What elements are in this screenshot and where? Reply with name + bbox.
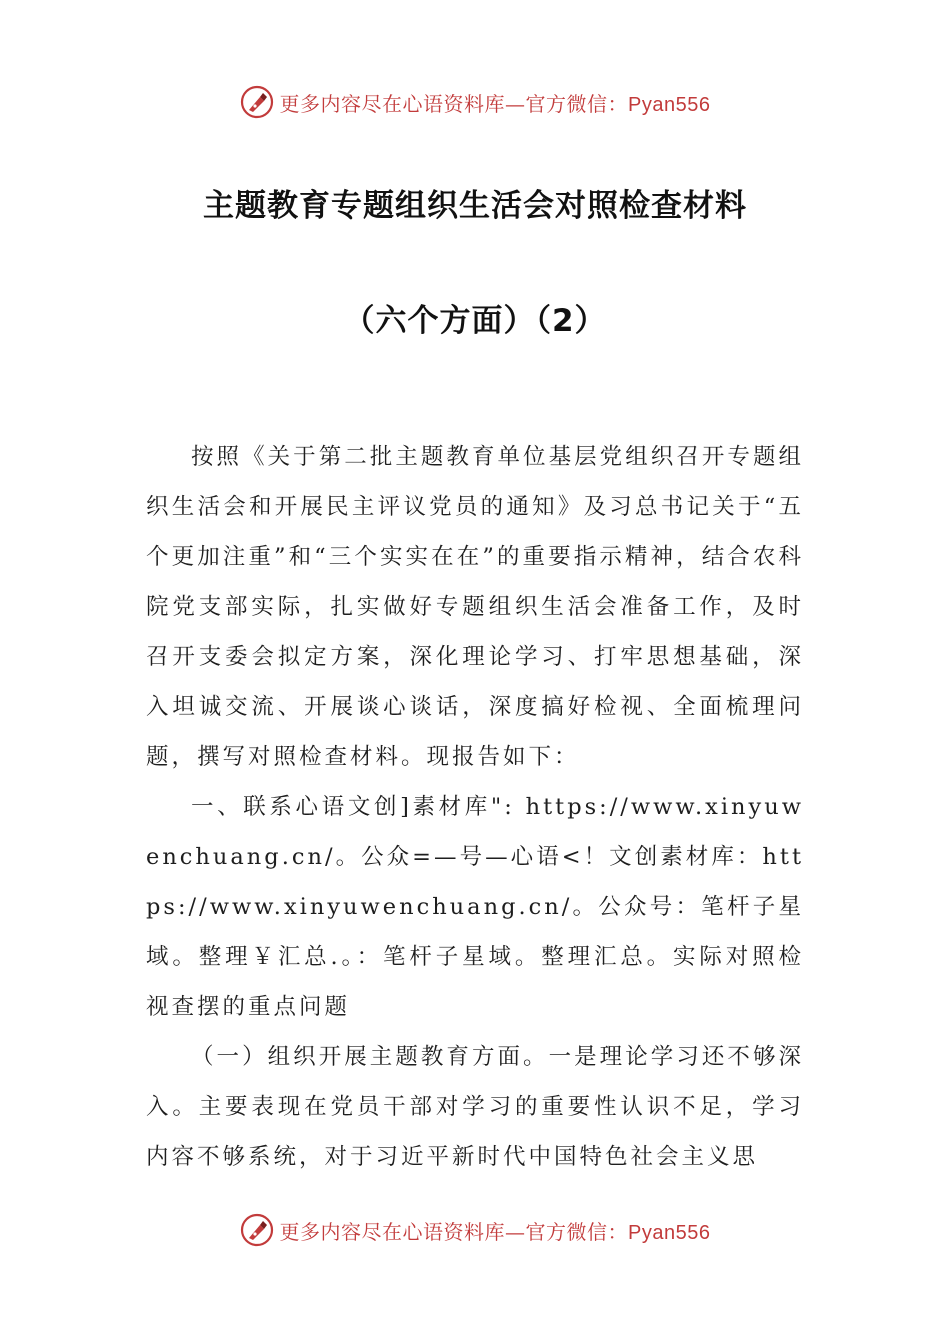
document-subtitle: （六个方面）（2） <box>343 303 607 339</box>
header-wechat-id: Pyan556 <box>628 93 711 116</box>
pen-nib-logo-icon <box>240 85 274 119</box>
header-banner <box>0 82 950 122</box>
footer-banner-text <box>280 1216 711 1245</box>
pen-nib-logo-icon <box>240 1213 274 1247</box>
footer-wechat-id: Pyan556 <box>628 1221 711 1244</box>
document-body <box>146 432 804 1182</box>
paragraph-intro: 按照《关于第二批主题教育单位基层党组织召开专题组织生活会和开展民主评议党员的通知》及习总书记关于“五个更加注重”和“三个实实在在”的重要指示精神，结合农科院党支部实际，扎实做好专题组织生活会准备工作，及时召开支委会拟定方案，深化理论学习、打牢思想基础，深入坦诚交流、开展谈心谈话，深度搞好检视、全面梳理问题，撰写对照检查材料。现报告如下： <box>146 444 804 770</box>
document-title: 主题教育专题组织生活会对照检查材料 <box>203 188 747 224</box>
paragraph-subsection-one: （一）组织开展主题教育方面。一是理论学习还不够深入。主要表现在党员干部对学习的重要性认识不足，学习内容不够系统，对于习近平新时代中国特色社会主义思 <box>146 1044 804 1170</box>
footer-banner-label: 更多内容尽在心语资料库—官方微信： <box>279 1219 629 1244</box>
footer-banner <box>0 1210 950 1250</box>
paragraph-section-one: 一、联系心语文创]素材库": https://www.xinyuwenchuang.cn/。公众=—号—心语<！文创素材库：https://www.xinyuwenchuang.cn/。公众号：笔杆子星域。整理￥汇总.。：笔杆子星域。整理汇总。实际对照检视查摆的重点问题 <box>146 794 804 1020</box>
header-banner-text <box>280 88 711 117</box>
header-banner-label: 更多内容尽在心语资料库—官方微信： <box>279 91 629 116</box>
